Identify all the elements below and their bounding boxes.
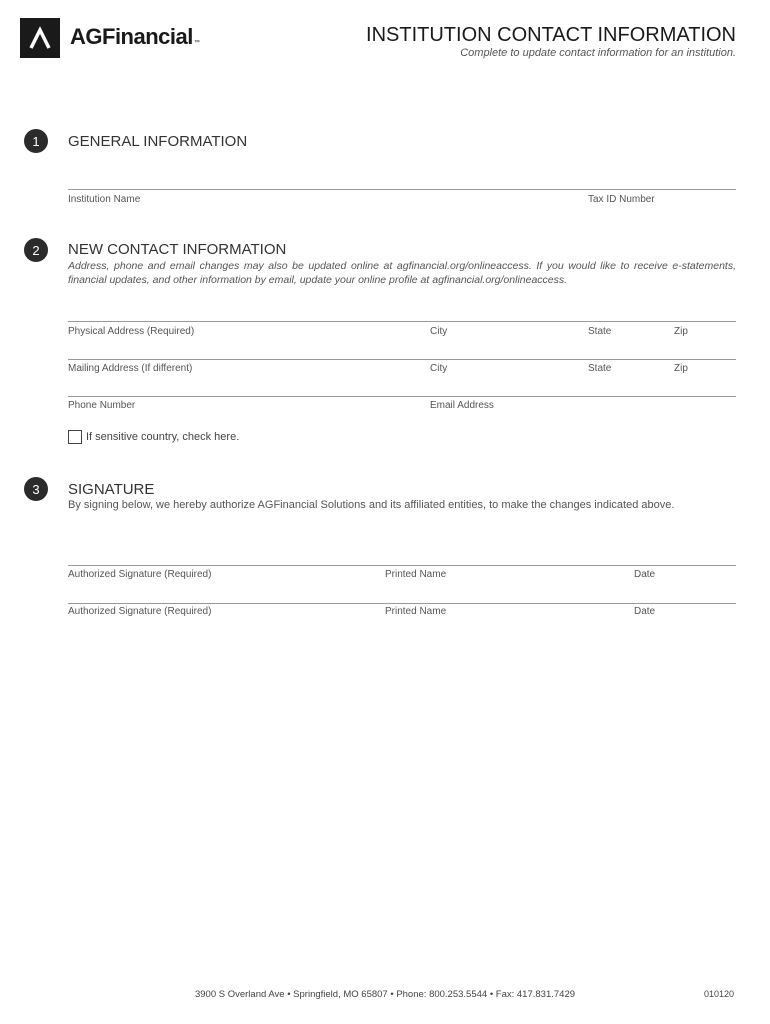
phone-number-label: Phone Number: [68, 400, 136, 411]
logo-wordmark: AGFinancial™: [70, 24, 200, 49]
section-1-title: GENERAL INFORMATION: [68, 133, 248, 150]
printed-name-2-label: Printed Name: [385, 606, 447, 617]
page-subtitle: Complete to update contact information for an institution.: [460, 47, 736, 59]
physical-zip-label: Zip: [674, 326, 688, 337]
section-2-description: Address, phone and email changes may also be updated online at agfinancial.org/onlineaccess. If you would like to receive e-statements, financial updates, and other information by email, update your online profile at agfinancial.org/onlineaccess.: [68, 260, 736, 286]
date-2-label: Date: [634, 606, 656, 617]
step-1-badge: 1: [24, 129, 48, 153]
signature-1-label: Authorized Signature (Required): [68, 569, 212, 580]
page-title: INSTITUTION CONTACT INFORMATION: [366, 24, 736, 46]
step-3-badge: 3: [24, 477, 48, 501]
signature-row-1-field[interactable]: [68, 565, 736, 566]
date-1-label: Date: [634, 569, 656, 580]
section-2-title: NEW CONTACT INFORMATION: [68, 241, 287, 258]
mailing-address-field[interactable]: [68, 359, 736, 360]
mailing-address-label: Mailing Address (If different): [68, 363, 193, 374]
mailing-zip-label: Zip: [674, 363, 688, 374]
institution-name-field[interactable]: [68, 189, 736, 190]
step-2-badge: 2: [24, 238, 48, 262]
tax-id-label: Tax ID Number: [588, 194, 655, 205]
section-3-title: SIGNATURE: [68, 481, 155, 498]
logo-mark: [20, 18, 60, 58]
sensitive-country-checkbox[interactable]: [68, 430, 82, 444]
printed-name-1-label: Printed Name: [385, 569, 447, 580]
physical-address-field[interactable]: [68, 321, 736, 322]
mailing-state-label: State: [588, 363, 612, 374]
phone-email-field[interactable]: [68, 396, 736, 397]
signature-2-label: Authorized Signature (Required): [68, 606, 212, 617]
physical-address-label: Physical Address (Required): [68, 326, 195, 337]
mailing-city-label: City: [430, 363, 448, 374]
institution-name-label: Institution Name: [68, 194, 141, 205]
signature-row-2-field[interactable]: [68, 603, 736, 604]
footer-address: 3900 S Overland Ave • Springfield, MO 65807 • Phone: 800.253.5544 • Fax: 417.831.7429: [194, 989, 576, 1000]
physical-city-label: City: [430, 326, 448, 337]
email-address-label: Email Address: [430, 400, 494, 411]
section-3-description: By signing below, we hereby authorize AGFinancial Solutions and its affiliated entities, to make the changes indicated above.: [68, 499, 675, 511]
form-code: 010120: [703, 989, 734, 999]
sensitive-country-label: If sensitive country, check here.: [86, 431, 240, 443]
chevron-up-logo-icon: [20, 18, 60, 58]
physical-state-label: State: [588, 326, 612, 337]
